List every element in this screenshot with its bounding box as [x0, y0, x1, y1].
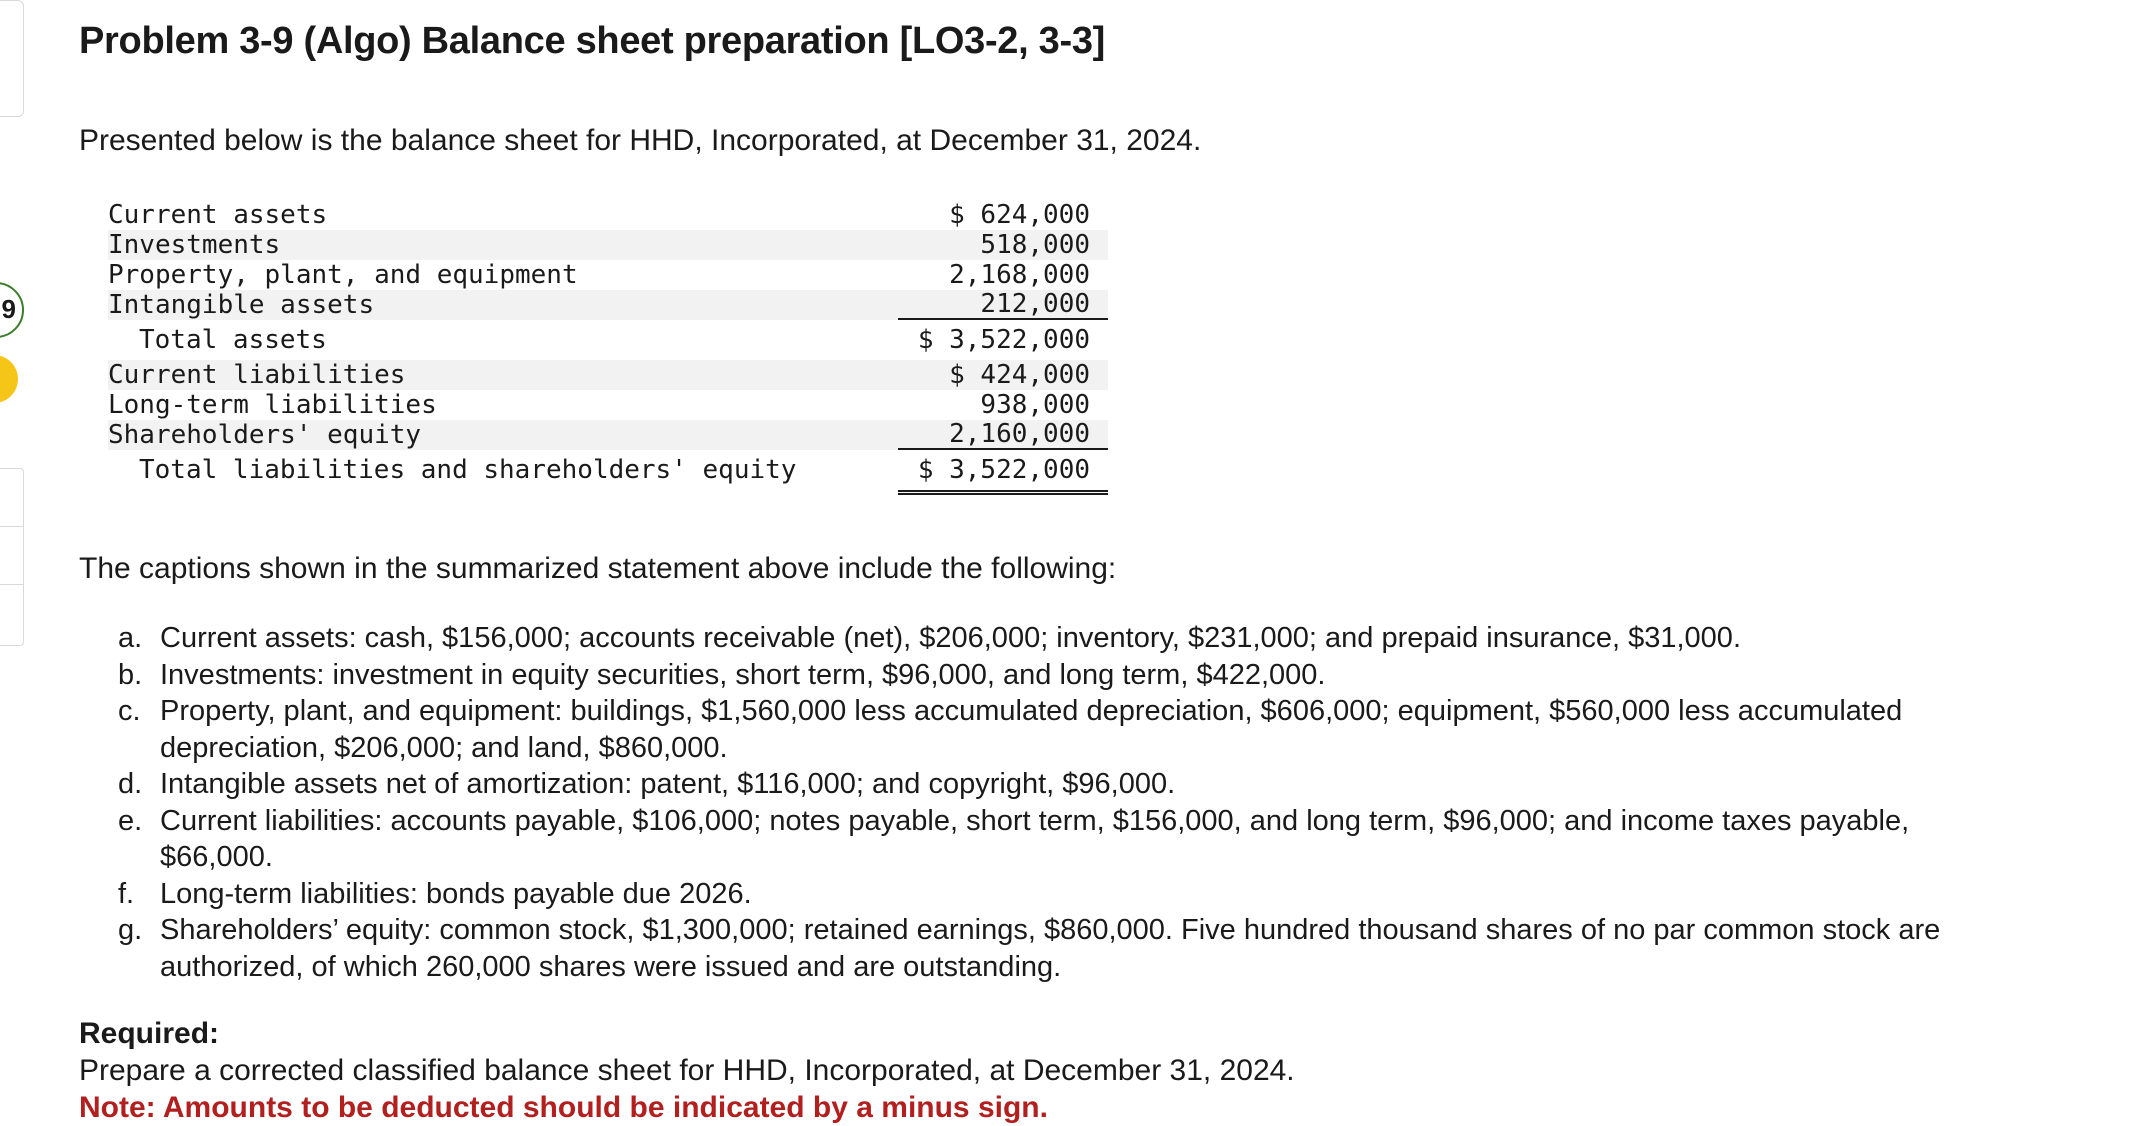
required-note: Note: Amounts to be deducted should be indicated by a minus sign.: [79, 1091, 1048, 1124]
row-label: Total assets: [139, 325, 327, 355]
row-amount: $ 3,522,000: [898, 320, 1108, 365]
row-label: Long-term liabilities: [108, 390, 437, 420]
flag-marker-icon[interactable]: [0, 355, 18, 403]
list-item: [118, 766, 1998, 803]
captions-list: [118, 620, 1998, 985]
nav-card-1[interactable]: [0, 468, 24, 528]
required-section: [79, 1015, 1295, 1126]
row-label: Current assets: [108, 200, 328, 230]
row-amount: 2,168,000: [949, 260, 1090, 290]
table-row: [108, 230, 1108, 260]
item-letter: e.: [118, 804, 143, 837]
table-row: [108, 360, 1108, 390]
item-text: Current assets: cash, $156,000; accounts receivable (net), $206,000; inventory, $231,000; and prepaid insurance, $31,000.: [160, 622, 1741, 654]
list-item: [118, 693, 1998, 766]
question-status-badge[interactable]: [0, 282, 24, 338]
row-label: Shareholders' equity: [108, 420, 422, 450]
problem-intro: Presented below is the balance sheet for HHD, Incorporated, at December 31, 2024.: [79, 124, 1202, 157]
row-label: Intangible assets: [108, 290, 375, 320]
row-amount: 518,000: [980, 230, 1090, 260]
list-item: [118, 912, 1998, 985]
item-text: Current liabilities: accounts payable, $106,000; notes payable, short term, $156,000, and long term, $96,000; and income taxes payable, $66,000.: [160, 804, 1910, 873]
row-amount: 938,000: [980, 390, 1090, 420]
balance-sheet-table: [108, 200, 1108, 490]
list-item: [118, 803, 1998, 876]
table-row: [108, 260, 1108, 290]
row-label: Total liabilities and shareholders' equity: [139, 455, 797, 485]
table-row-total: [108, 450, 1108, 490]
required-heading: Required:: [79, 1017, 220, 1050]
item-text: Shareholders’ equity: common stock, $1,300,000; retained earnings, $860,000. Five hundred thousand shares of no par common stock are authorized, of which 260,000 shares were issued and are outstanding.: [160, 914, 1941, 983]
row-amount: $ 3,522,000: [898, 450, 1108, 495]
row-label: Current liabilities: [108, 360, 406, 390]
required-instruction: Prepare a corrected classified balance sheet for HHD, Incorporated, at December 31, 2024.: [79, 1054, 1295, 1087]
item-text: Property, plant, and equipment: buildings, $1,560,000 less accumulated depreciation, $606,000; equipment, $560,000 less accumulated depreciation, $206,000; and land, $860,000.: [160, 695, 1903, 764]
nav-card-top[interactable]: [0, 0, 24, 117]
item-letter: a.: [118, 622, 143, 654]
table-row: [108, 390, 1108, 420]
table-row: [108, 420, 1108, 450]
list-item: [118, 657, 1998, 694]
row-amount: 212,000: [898, 290, 1108, 320]
table-row-total: [108, 320, 1108, 360]
list-item: [118, 876, 1998, 913]
item-text: Long-term liabilities: bonds payable due 2026.: [160, 877, 752, 910]
row-amount: $ 424,000: [949, 360, 1090, 390]
captions-intro: The captions shown in the summarized statement above include the following:: [79, 552, 1117, 585]
item-text: Intangible assets net of amortization: patent, $116,000; and copyright, $96,000.: [160, 768, 1176, 800]
table-row: [108, 290, 1108, 320]
item-letter: c.: [118, 695, 141, 727]
problem-title: Problem 3-9 (Algo) Balance sheet preparation [LO3-2, 3-3]: [79, 20, 1106, 62]
question-number: 9: [1, 294, 16, 324]
item-letter: b.: [118, 658, 143, 691]
row-amount: $ 624,000: [949, 200, 1090, 230]
row-amount: 2,160,000: [898, 420, 1108, 450]
item-text: Investments: investment in equity securities, short term, $96,000, and long term, $422,000.: [160, 658, 1326, 691]
item-letter: f.: [118, 877, 135, 910]
list-item: [118, 620, 1998, 657]
table-row: [108, 200, 1108, 230]
row-label: Property, plant, and equipment: [108, 260, 578, 290]
item-letter: d.: [118, 768, 143, 800]
item-letter: g.: [118, 914, 143, 946]
row-label: Investments: [108, 230, 281, 260]
nav-card-3[interactable]: [0, 584, 24, 646]
nav-card-2[interactable]: [0, 526, 24, 586]
